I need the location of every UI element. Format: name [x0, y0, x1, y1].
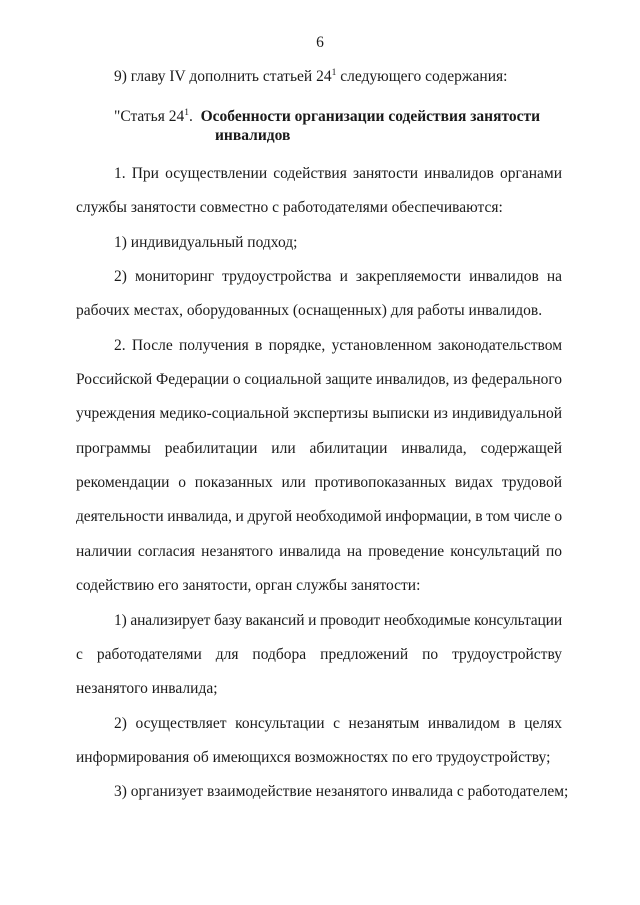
- page-number: 6: [316, 34, 324, 51]
- text-line: 2. После получения в порядке, установленном законодательством: [114, 337, 562, 354]
- article-label-dot: .: [189, 108, 193, 125]
- text-line: Российской Федерации о социальной защите инвалидов, из федерального: [76, 371, 562, 388]
- article-label: "Статья 24: [114, 108, 185, 125]
- text-line: 1. При осуществлении содействия занятости инвалидов органами: [114, 165, 562, 182]
- article-superscript: 1: [184, 108, 189, 118]
- amendment-text: 9) главу IV дополнить статьей 24: [114, 68, 332, 85]
- text-line: 3) организует взаимодействие незанятого инвалида с работодателем;: [114, 783, 569, 800]
- text-line: службы занятости совместно с работодателями обеспечиваются:: [76, 199, 503, 216]
- text-line: рабочих местах, оборудованных (оснащенных) для работы инвалидов.: [76, 302, 543, 319]
- text-line: с работодателями для подбора предложений по трудоустройству: [76, 646, 562, 663]
- text-line: содействию его занятости, орган службы занятости:: [76, 577, 421, 594]
- text-line: 2) осуществляет консультации с незанятым инвалидом в целях: [114, 715, 562, 732]
- article-title-continuation: инвалидов: [215, 127, 291, 144]
- text-line: незанятого инвалида;: [76, 680, 218, 697]
- article-title: Особенности организации содействия занятости: [200, 108, 541, 125]
- text-line: наличии согласия незанятого инвалида на проведение консультаций по: [76, 543, 562, 560]
- text-line: информирования об имеющихся возможностях по его трудоустройству;: [76, 749, 551, 766]
- amendment-line: [114, 67, 562, 87]
- text-line: 1) анализирует базу вакансий и проводит необходимые консультации: [114, 612, 562, 629]
- text-line: деятельности инвалида, и другой необходимой информации, в том числе о: [76, 508, 562, 525]
- text-line: учреждения медико-социальной экспертизы выписки из индивидуальной: [76, 405, 562, 422]
- amendment-text-end: следующего содержания:: [336, 68, 508, 85]
- amendment-superscript: 1: [331, 68, 337, 78]
- text-line: программы реабилитации или абилитации инвалида, содержащей: [76, 440, 562, 457]
- article-heading: [114, 107, 562, 127]
- text-line: 2) мониторинг трудоустройства и закрепляемости инвалидов на: [114, 268, 562, 285]
- text-line: 1) индивидуальный подход;: [114, 234, 298, 251]
- text-line: рекомендации о показанных или противопоказанных видах трудовой: [76, 474, 562, 491]
